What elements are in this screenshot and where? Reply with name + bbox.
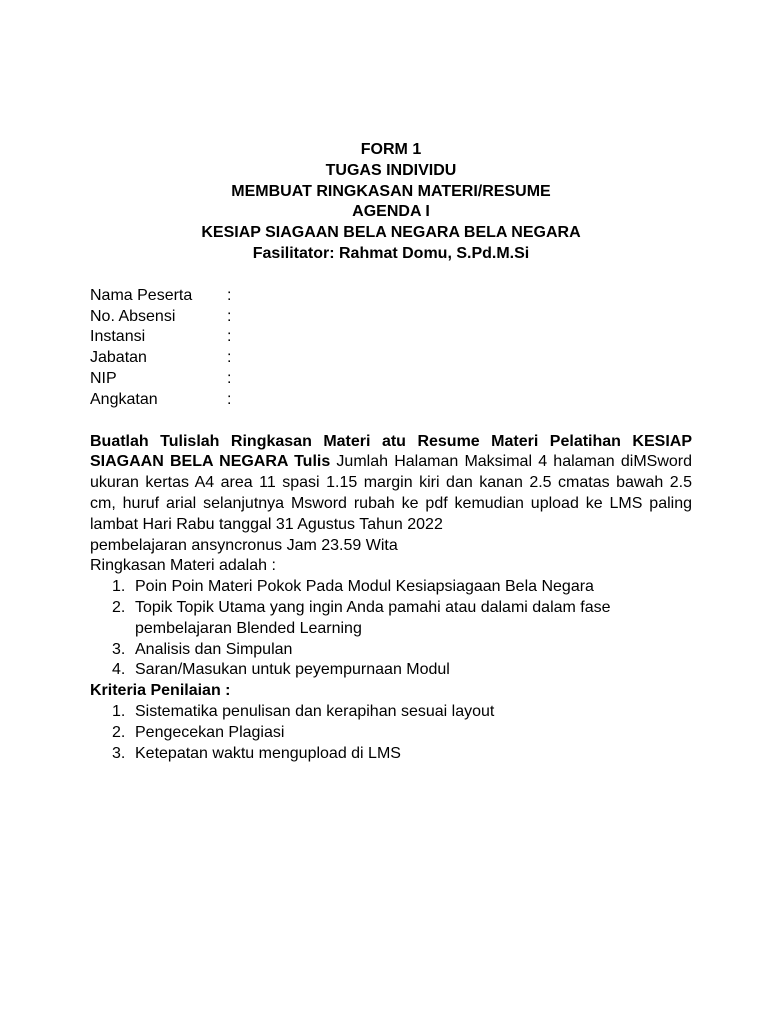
field-label: Jabatan [90, 349, 147, 367]
field-row [90, 390, 692, 411]
field-colon: : [227, 349, 232, 367]
list-item [90, 660, 692, 681]
summary-list [90, 577, 692, 681]
field-colon: : [227, 369, 232, 387]
title-block [90, 140, 692, 265]
summary-intro: Ringkasan Materi adalah : [90, 557, 276, 575]
list-text: Analisis dan Simpulan [135, 640, 293, 658]
list-number: 3. [112, 744, 126, 762]
criteria-heading: Kriteria Penilaian : [90, 682, 231, 700]
list-text: Poin Poin Materi Pokok Pada Modul Kesiapsiagaan Bela Negara [135, 578, 594, 596]
list-text: Pengecekan Plagiasi [135, 723, 285, 741]
list-number: 3. [112, 640, 126, 658]
list-item [90, 598, 692, 640]
list-item [90, 723, 692, 744]
field-row [90, 369, 692, 390]
field-label: NIP [90, 369, 117, 387]
list-text: Saran/Masukan untuk peyempurnaan Modul [135, 661, 450, 679]
list-number: 4. [112, 661, 126, 679]
instructions-bold: Buatlah Tulislah Ringkasan Materi atu Resume Materi Pelatihan KESIAP SIAGAAN BELA NEGARA Tulis [90, 432, 692, 471]
field-label: No. Absensi [90, 307, 176, 325]
field-label: Angkatan [90, 390, 158, 408]
list-item [90, 577, 692, 598]
list-number: 2. [112, 723, 126, 741]
participant-fields [90, 286, 692, 411]
list-item [90, 744, 692, 765]
task-type: TUGAS INDIVIDU [325, 161, 457, 179]
list-number: 2. [112, 598, 126, 616]
list-text: Sistematika penulisan dan kerapihan sesuai layout [135, 702, 495, 720]
field-row [90, 348, 692, 369]
document-page [90, 140, 692, 764]
field-row [90, 307, 692, 328]
instructions-paragraph [90, 432, 692, 536]
list-text: Topik Topik Utama yang ingin Anda pamahi atau dalami dalam fase pembelajaran Blended Learning [135, 598, 611, 637]
field-colon: : [227, 328, 232, 346]
criteria-list [90, 702, 692, 764]
field-colon: : [227, 286, 232, 304]
agenda-label: AGENDA I [352, 203, 430, 221]
field-row [90, 286, 692, 307]
instructions-text: Jumlah Halaman Maksimal 4 halaman diMSword ukuran kertas A4 area 11 spasi 1.15 margin kiri dan kanan 2.5 cmatas bawah 2.5 cm, huruf arial selanjutnya Msword rubah ke pdf kemudian upload ke LMS paling lambat Hari Rabu tanggal 31 Agustus Tahun 2022 [90, 453, 693, 533]
field-colon: : [227, 390, 232, 408]
field-label: Nama Peserta [90, 286, 193, 304]
learning-deadline-line: pembelajaran ansyncronus Jam 23.59 Wita [90, 536, 398, 554]
form-number: FORM 1 [360, 141, 422, 158]
field-colon: : [227, 307, 232, 325]
list-number: 1. [112, 702, 126, 720]
list-item [90, 702, 692, 723]
list-text: Ketepatan waktu mengupload di LMS [135, 744, 401, 762]
field-label: Instansi [90, 328, 146, 346]
field-row [90, 327, 692, 348]
task-title: MEMBUAT RINGKASAN MATERI/RESUME [231, 182, 551, 200]
agenda-topic: KESIAP SIAGAAN BELA NEGARA BELA NEGARA [201, 224, 581, 242]
list-number: 1. [112, 578, 126, 596]
list-item [90, 640, 692, 661]
facilitator: Fasilitator: Rahmat Domu, S.Pd.M.Si [252, 244, 530, 262]
